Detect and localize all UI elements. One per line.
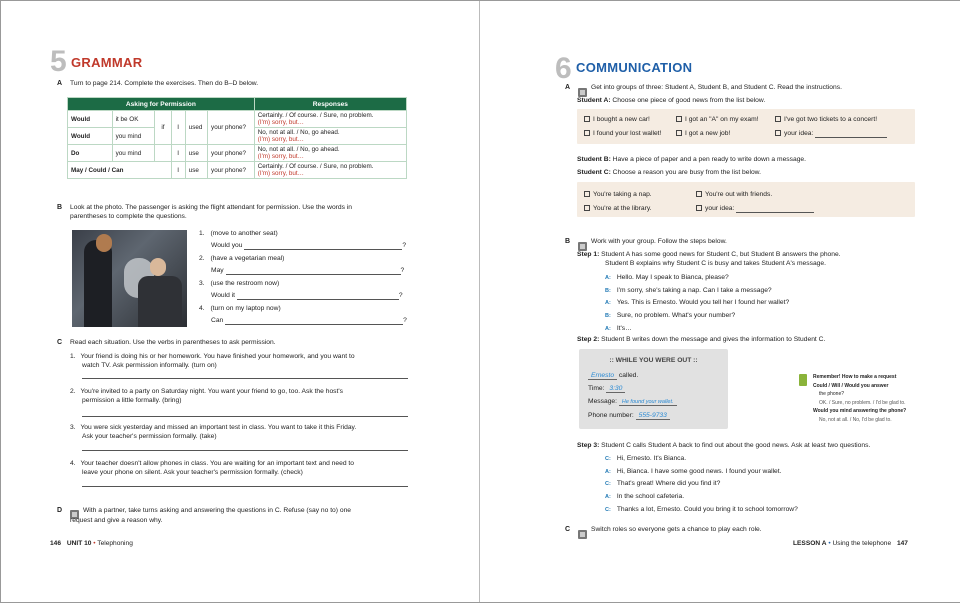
memo-phone: 555-9733 bbox=[636, 412, 670, 420]
table-cell: May / Could / Can bbox=[68, 162, 172, 179]
situation-item bbox=[70, 352, 415, 379]
table-cell bbox=[155, 145, 171, 162]
student-text: Choose one piece of good news from the list below. bbox=[612, 97, 766, 104]
table-cell: use bbox=[185, 162, 207, 179]
page-number: 147 bbox=[896, 540, 908, 547]
dialog-text: Hello. May I speak to Bianca, please? bbox=[616, 274, 729, 281]
step-1 bbox=[577, 250, 917, 268]
checkbox-option[interactable] bbox=[584, 115, 650, 124]
table-cell: you mind bbox=[112, 145, 155, 162]
student-b-instruction bbox=[577, 155, 806, 164]
student-c-instruction bbox=[577, 168, 761, 177]
item-cue: (move to another seat) bbox=[210, 230, 278, 237]
step-label: Step 1: bbox=[577, 251, 600, 258]
table-row bbox=[68, 145, 407, 162]
table-cell: I bbox=[171, 162, 185, 179]
option-label: your idea: bbox=[705, 205, 735, 212]
response-text: (I'm) sorry, but… bbox=[257, 136, 304, 143]
group-work-icon bbox=[578, 525, 587, 543]
exercise-letter: D bbox=[57, 507, 63, 514]
table-cell: I bbox=[171, 145, 185, 162]
response-text: (I'm) sorry, but… bbox=[257, 153, 304, 160]
memo-name-row bbox=[588, 371, 728, 380]
checkbox[interactable] bbox=[775, 116, 781, 122]
item-end: ? bbox=[403, 317, 407, 324]
answer-line[interactable] bbox=[244, 243, 402, 250]
checkbox-option[interactable] bbox=[676, 115, 759, 124]
step-text: Student B explains why Student C is busy and takes Student A's message. bbox=[605, 260, 826, 267]
answer-line[interactable] bbox=[82, 373, 408, 379]
step-label: Step 2: bbox=[577, 336, 600, 343]
memo-label: Phone number: bbox=[588, 412, 634, 419]
item-number: 2. bbox=[70, 388, 76, 395]
dialog-line bbox=[605, 478, 798, 491]
table-cell: used bbox=[185, 111, 207, 145]
item-number: 1. bbox=[70, 353, 76, 360]
dialog-line bbox=[605, 285, 789, 298]
page-footer bbox=[50, 540, 133, 547]
answer-line[interactable] bbox=[226, 268, 401, 275]
option-label: You're taking a nap. bbox=[593, 191, 652, 198]
response-text: (I'm) sorry, but… bbox=[257, 170, 304, 177]
footer-bullet: • bbox=[828, 540, 831, 547]
section-title: COMMUNICATION bbox=[576, 60, 693, 75]
table-cell: your phone? bbox=[208, 145, 255, 162]
memo-time-row bbox=[588, 384, 728, 393]
table-cell: Would bbox=[68, 128, 113, 145]
table-cell: Would bbox=[68, 111, 113, 128]
option-label: You're out with friends. bbox=[705, 191, 773, 198]
table-cell bbox=[254, 111, 406, 128]
speaker-label: A: bbox=[605, 275, 611, 281]
speaker-label: B: bbox=[605, 287, 611, 294]
note-line: Would you mind answering the phone? bbox=[813, 408, 907, 414]
left-page bbox=[1, 1, 480, 602]
checkbox[interactable] bbox=[584, 116, 590, 122]
exercise-instruction bbox=[83, 506, 413, 515]
right-page bbox=[481, 1, 960, 602]
exercise-instruction: Read each situation. Use the verbs in parentheses to ask permission. bbox=[70, 339, 276, 346]
exercise-instruction: Turn to page 214. Complete the exercises. Then do B–D below. bbox=[70, 80, 259, 87]
exercise-letter: B bbox=[57, 204, 63, 211]
option-label: I got a new job! bbox=[685, 130, 731, 137]
answer-line[interactable] bbox=[815, 131, 887, 138]
speaker-label: A: bbox=[605, 325, 611, 332]
dialog-line bbox=[605, 491, 798, 504]
attendant-head bbox=[96, 234, 112, 252]
question-item bbox=[199, 304, 414, 325]
step-text: Student C calls Student A back to find out about the good news. Ask at least two questions. bbox=[601, 442, 871, 449]
situation-item bbox=[70, 459, 415, 487]
group-icon-shape bbox=[578, 530, 587, 539]
question-item bbox=[199, 279, 414, 300]
table-cell bbox=[254, 128, 406, 145]
memo-phone-row bbox=[588, 411, 728, 420]
speaker-label: A: bbox=[605, 494, 611, 501]
option-label: your idea: bbox=[784, 130, 814, 137]
item-text: Ask your teacher's permission formally. (take) bbox=[82, 433, 217, 440]
option-label: I bought a new car! bbox=[593, 116, 650, 123]
table-row bbox=[68, 162, 407, 179]
dialog-text: Thanks a lot, Ernesto. Could you bring it to school tomorrow? bbox=[616, 505, 798, 513]
item-number: 3. bbox=[199, 280, 205, 287]
table-cell: I bbox=[171, 111, 185, 145]
dialog-line bbox=[605, 272, 789, 285]
table-cell: your phone? bbox=[208, 111, 255, 145]
item-number: 3. bbox=[70, 424, 76, 431]
item-text: You're invited to a party on Saturday night. You want your friend to go, too. Ask the host's bbox=[80, 388, 343, 395]
step-text: Student B writes down the message and gives the information to Student C. bbox=[601, 336, 826, 343]
dialog-text: Hi, Ernesto. It's Bianca. bbox=[616, 455, 687, 462]
dialog-text: That's great! Where did you find it? bbox=[616, 480, 721, 488]
answer-line[interactable] bbox=[736, 206, 814, 213]
memo-time: 3:30 bbox=[606, 385, 625, 393]
answer-line[interactable] bbox=[237, 293, 399, 300]
checkbox[interactable] bbox=[676, 116, 682, 122]
speaker-label: B: bbox=[605, 313, 611, 320]
response-text: Certainly. / Of course. / Sure, no problem. bbox=[257, 163, 374, 170]
instruction-line: parentheses to complete the questions. bbox=[70, 213, 187, 220]
instruction-line: Look at the photo. The passenger is asking the flight attendant for permission. Use the words in bbox=[70, 204, 353, 211]
step-2 bbox=[577, 335, 825, 344]
answer-line[interactable] bbox=[225, 318, 403, 325]
note-line: OK. / Sure, no problem. / I'd be glad to. bbox=[819, 399, 906, 406]
table-header: Asking for Permission bbox=[68, 98, 255, 111]
step-text: Student A has some good news for Student C, but Student B answers the phone. bbox=[601, 251, 841, 258]
question-item bbox=[199, 254, 414, 275]
exercise-instruction: Work with your group. Follow the steps below. bbox=[591, 238, 727, 245]
dialog-text: In the school cafeteria. bbox=[616, 493, 685, 501]
memo-label: Time: bbox=[588, 385, 605, 392]
student-a-instruction bbox=[577, 96, 765, 105]
item-text: Your friend is doing his or her homework. You have finished your homework, and you want to bbox=[80, 353, 355, 360]
exercise-letter: C bbox=[565, 526, 571, 533]
phone-message-memo bbox=[579, 349, 728, 429]
note-line: No, not at all. / No, I'd be glad to. bbox=[819, 416, 892, 423]
item-number: 1. bbox=[199, 230, 205, 237]
option-label: I got an "A" on my exam! bbox=[685, 116, 759, 123]
option-label: I've got two tickets to a concert! bbox=[784, 116, 878, 123]
speaker-label: A: bbox=[605, 300, 611, 307]
table-cell bbox=[254, 162, 406, 179]
item-prompt: Would it bbox=[211, 292, 236, 299]
footer-bullet: • bbox=[93, 540, 96, 547]
dialog-line bbox=[605, 466, 798, 479]
page-footer bbox=[793, 540, 908, 547]
answer-line[interactable] bbox=[82, 445, 408, 451]
exercise-letter: A bbox=[57, 80, 63, 87]
section-title: GRAMMAR bbox=[71, 55, 143, 70]
item-text: permission a little formally. (bring) bbox=[82, 397, 182, 404]
table-cell: Do bbox=[68, 145, 113, 162]
situation-item bbox=[70, 423, 415, 451]
unit-topic: Telephoning bbox=[97, 540, 133, 547]
answer-line[interactable] bbox=[82, 481, 408, 487]
lesson-label: LESSON A bbox=[793, 540, 827, 547]
section-number: 5 bbox=[50, 45, 67, 78]
table-cell: your phone? bbox=[208, 162, 255, 179]
checkbox[interactable] bbox=[775, 130, 781, 136]
checkbox-option[interactable] bbox=[584, 190, 652, 199]
item-text: watch TV. Ask permission informally. (turn on) bbox=[82, 362, 217, 369]
response-text: Certainly. / Of course. / Sure, no problem. bbox=[257, 112, 374, 119]
dialog-text: I'm sorry, she's taking a nap. Can I take a message? bbox=[616, 286, 772, 294]
table-cell: if bbox=[155, 111, 171, 145]
dialog-line bbox=[605, 504, 798, 517]
checkbox-option[interactable] bbox=[775, 129, 887, 138]
step-3 bbox=[577, 441, 870, 450]
item-cue: (turn on my laptop now) bbox=[210, 305, 281, 312]
memo-title: :: WHILE YOU WERE OUT :: bbox=[609, 357, 698, 364]
option-label: I found your lost wallet! bbox=[593, 130, 662, 137]
lesson-topic: Using the telephone bbox=[832, 540, 892, 547]
item-number: 4. bbox=[199, 305, 205, 312]
memo-message-row bbox=[588, 397, 728, 407]
memo-name: Ernesto bbox=[588, 372, 617, 380]
note-line: Could / Will / Would you answer bbox=[813, 382, 889, 389]
checkbox-option[interactable] bbox=[696, 190, 772, 199]
item-text: Your teacher doesn't allow phones in class. You are waiting for an important text and need to bbox=[80, 460, 354, 467]
memo-label: Message: bbox=[588, 398, 617, 405]
item-text: You were sick yesterday and missed an important test in class. You want to take it this Friday. bbox=[80, 424, 357, 431]
item-text: leave your phone on silent. Ask your teacher's permission formally. (check) bbox=[82, 469, 303, 476]
memo-message: He found your wallet. bbox=[619, 399, 677, 406]
passenger-head bbox=[150, 258, 166, 276]
dialog-1 bbox=[605, 272, 789, 336]
checkbox[interactable] bbox=[696, 191, 702, 197]
exercise-instruction: Get into groups of three: Student A, Student B, and Student C. Read the instructions. bbox=[591, 84, 842, 91]
dialog-line bbox=[605, 297, 789, 310]
grammar-table bbox=[67, 97, 407, 179]
dialog-2 bbox=[605, 453, 798, 517]
speaker-label: C: bbox=[605, 456, 611, 462]
checkbox-option[interactable] bbox=[775, 115, 877, 124]
answer-line[interactable] bbox=[82, 411, 408, 417]
item-number: 4. bbox=[70, 460, 76, 467]
item-prompt: Would you bbox=[211, 242, 243, 249]
unit-label: UNIT 10 bbox=[66, 540, 92, 547]
table-cell bbox=[254, 145, 406, 162]
note-line: the phone? bbox=[819, 391, 845, 397]
item-end: ? bbox=[398, 292, 403, 299]
attendant-shape bbox=[84, 240, 112, 327]
exercise-instruction bbox=[70, 203, 430, 221]
situation-item bbox=[70, 387, 415, 417]
student-label: Student A: bbox=[577, 97, 611, 104]
airplane-photo bbox=[72, 230, 187, 327]
speaker-label: A: bbox=[605, 468, 611, 475]
student-text: Have a piece of paper and a pen ready to write down a message. bbox=[612, 156, 806, 163]
item-cue: (have a vegetarian meal) bbox=[210, 255, 285, 262]
checkbox-option[interactable] bbox=[584, 204, 652, 213]
passenger-shape bbox=[138, 276, 182, 327]
info-icon bbox=[799, 374, 807, 386]
checkbox[interactable] bbox=[696, 205, 702, 211]
option-label: You're at the library. bbox=[593, 205, 652, 212]
item-number: 2. bbox=[199, 255, 205, 262]
student-text: Choose a reason you are busy from the list below. bbox=[612, 169, 761, 176]
student-label: Student B: bbox=[577, 156, 611, 163]
exercise-letter: C bbox=[57, 339, 63, 346]
step-label: Step 3: bbox=[577, 442, 600, 449]
table-cell: it be OK bbox=[112, 111, 155, 128]
response-text: No, not at all. / No, go ahead. bbox=[257, 146, 340, 153]
remember-note bbox=[813, 373, 923, 424]
table-row bbox=[68, 111, 407, 128]
checkbox-option[interactable] bbox=[676, 129, 730, 138]
dialog-text: It's… bbox=[616, 324, 632, 332]
table-cell: you mind bbox=[112, 128, 155, 145]
exercise-instruction: Switch roles so everyone gets a chance to play each role. bbox=[591, 526, 762, 533]
checkbox-option[interactable] bbox=[584, 129, 661, 138]
instruction-line: request and give a reason why. bbox=[70, 517, 163, 524]
exercise-letter: B bbox=[565, 238, 571, 245]
checkbox[interactable] bbox=[584, 191, 590, 197]
table-header: Responses bbox=[254, 98, 406, 111]
item-end: ? bbox=[400, 267, 405, 274]
dialog-line bbox=[605, 323, 789, 336]
student-label: Student C: bbox=[577, 169, 611, 176]
dialog-line bbox=[605, 453, 798, 466]
checkbox-option[interactable] bbox=[696, 204, 814, 213]
item-cue: (use the restroom now) bbox=[210, 280, 280, 287]
instruction-line: With a partner, take turns asking and answering the questions in C. Refuse (say no to) one bbox=[83, 507, 352, 514]
table-cell: use bbox=[185, 145, 207, 162]
response-text: No, not at all. / No, go ahead. bbox=[257, 129, 340, 136]
page-number: 146 bbox=[50, 540, 62, 547]
dialog-text: Sure, no problem. What's your number? bbox=[616, 312, 736, 320]
dialog-line bbox=[605, 310, 789, 323]
checkbox[interactable] bbox=[584, 130, 590, 136]
response-text: (I'm) sorry, but… bbox=[257, 119, 304, 126]
exercise-letter: A bbox=[565, 84, 571, 91]
checkbox[interactable] bbox=[584, 205, 590, 211]
item-end: ? bbox=[402, 242, 407, 249]
section-number: 6 bbox=[555, 52, 572, 85]
dialog-text: Yes. This is Ernesto. Would you tell her I found her wallet? bbox=[616, 299, 790, 307]
speaker-label: C: bbox=[605, 506, 611, 513]
dialog-text: Hi, Bianca. I have some good news. I found your wallet. bbox=[616, 467, 782, 475]
checkbox[interactable] bbox=[676, 130, 682, 136]
item-prompt: Can bbox=[211, 317, 224, 324]
item-prompt: May bbox=[211, 267, 224, 274]
speaker-label: C: bbox=[605, 481, 611, 488]
note-title: Remember! How to make a request bbox=[813, 374, 897, 380]
memo-called: called. bbox=[618, 372, 639, 379]
